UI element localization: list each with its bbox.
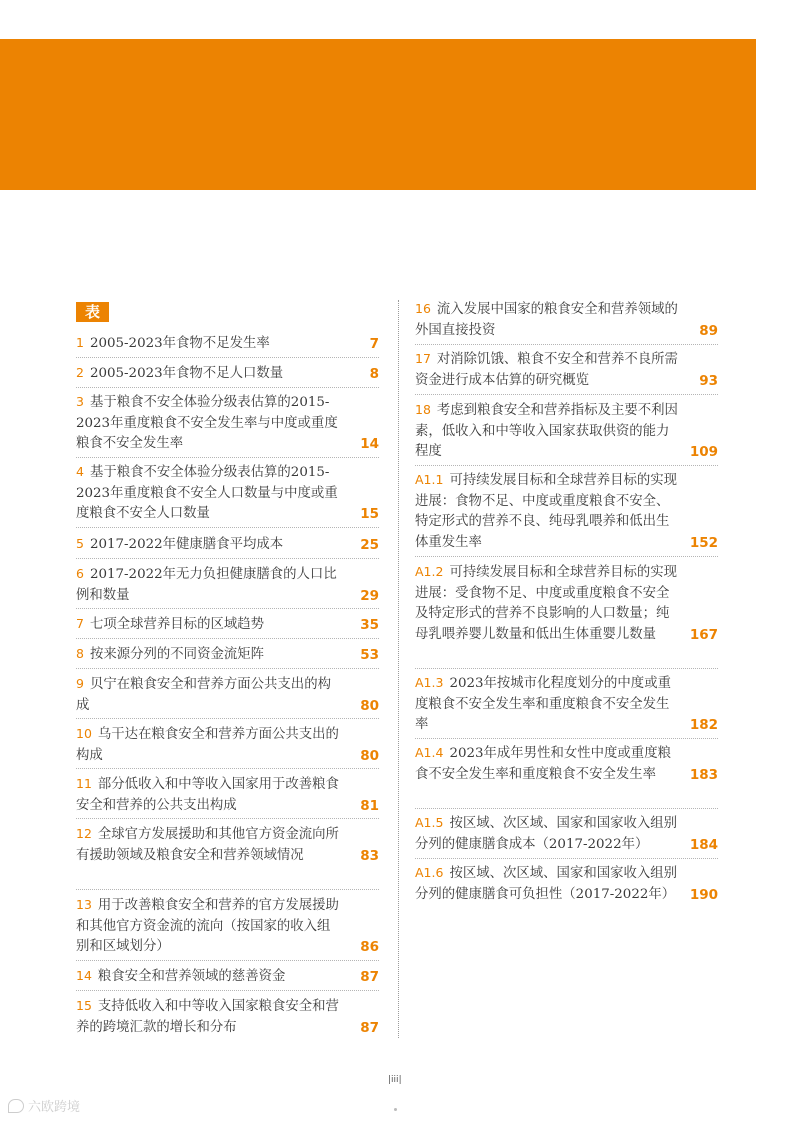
entry-page: 109 (689, 444, 718, 460)
separator (415, 858, 718, 859)
entry-title: 2005-2023年食物不足发生率 (89, 336, 270, 351)
entry-title: 2017-2022年健康膳食平均成本 (89, 537, 284, 552)
entry-number: 10 (76, 726, 92, 741)
separator (76, 990, 379, 991)
separator (415, 344, 718, 345)
entry-page: 8 (369, 366, 379, 382)
entry-title: 2023年成年男性和女性中度或重度粮食不安全发生率和重度粮食不安全发生率 (415, 746, 671, 782)
entry-number: 14 (76, 968, 92, 983)
entry-title: 粮食安全和营养领域的慈善资金 (97, 969, 286, 984)
entry-page: 183 (689, 766, 718, 783)
toc-entry-a1-6[interactable] (415, 863, 718, 905)
toc-entry-a1-3[interactable] (415, 673, 718, 736)
toc-entry-13[interactable] (76, 895, 379, 958)
entry-number: A1.4 (415, 745, 444, 760)
toc-entry-12[interactable] (76, 824, 379, 866)
separator (76, 608, 379, 609)
separator (76, 768, 379, 769)
page-number: |iii| (388, 1075, 402, 1085)
separator (76, 889, 379, 890)
watermark-text: 六欧跨境 (28, 1100, 81, 1115)
toc-entry-18[interactable] (415, 400, 718, 463)
toc-entry-16[interactable] (415, 299, 718, 341)
entry-title: 按区域、次区域、国家和国家收入组别分列的健康膳食可负担性（2017-2022年） (415, 866, 678, 902)
entry-number: 7 (76, 616, 84, 631)
entry-page: 87 (360, 969, 379, 985)
entry-page: 29 (360, 587, 379, 604)
toc-entry-a1-5[interactable] (415, 813, 718, 855)
section-label-tables: 表 (76, 302, 109, 322)
entry-page: 184 (689, 836, 718, 853)
separator (76, 558, 379, 559)
entry-number: A1.6 (415, 865, 444, 880)
entry-title: 七项全球营养目标的区域趋势 (89, 617, 265, 632)
toc-entry-7[interactable] (76, 614, 379, 636)
separator (76, 357, 379, 358)
entry-page: 14 (360, 436, 379, 452)
entry-page: 86 (360, 939, 379, 955)
entry-title: 可持续发展目标和全球营养目标的实现进展：食物不足、中度或重度粮食不安全、特定形式的营养不良、纯母乳喂养和低出生体重发生率 (415, 473, 678, 550)
entry-number: A1.2 (415, 564, 444, 579)
entry-number: 18 (415, 402, 431, 417)
entry-title: 基于粮食不安全体验分级表估算的2015-2023年重度粮食不安全人口数量与中度或重度粮食不安全人口数量 (76, 465, 338, 521)
entry-title: 2017-2022年无力负担健康膳食的人口比例和数量 (76, 567, 337, 603)
entry-number: A1.1 (415, 472, 444, 487)
separator (76, 387, 379, 388)
watermark (8, 1096, 80, 1115)
toc-entry-1[interactable] (76, 333, 379, 355)
separator (76, 527, 379, 528)
entry-title: 乌干达在粮食安全和营养方面公共支出的构成 (76, 727, 339, 763)
entry-title: 按来源分列的不同资金流矩阵 (89, 647, 265, 662)
entry-number: 2 (76, 365, 84, 380)
entry-page: 53 (360, 647, 379, 663)
toc-entry-4[interactable] (76, 462, 379, 525)
header-banner (0, 39, 756, 190)
entry-number: 6 (76, 566, 84, 581)
entry-page: 89 (699, 322, 718, 339)
entry-page: 190 (689, 886, 718, 903)
separator (415, 465, 718, 466)
entry-number: 8 (76, 646, 84, 661)
entry-number: 9 (76, 676, 84, 691)
entry-page: 83 (360, 847, 379, 864)
entry-title: 部分低收入和中等收入国家用于改善粮食安全和营养的公共支出构成 (76, 777, 339, 813)
entry-page: 35 (360, 617, 379, 633)
separator (76, 638, 379, 639)
toc-entry-9[interactable] (76, 674, 379, 716)
entry-number: 15 (76, 998, 92, 1013)
page-number-text: iii (391, 1075, 399, 1085)
entry-title: 2023年按城市化程度划分的中度或重度粮食不安全发生率和重度粮食不安全发生率 (415, 676, 671, 732)
entry-page: 182 (689, 717, 718, 733)
entry-title: 2005-2023年食物不足人口数量 (89, 366, 284, 381)
entry-title: 流入发展中国家的粮食安全和营养领域的外国直接投资 (415, 302, 678, 338)
entry-number: A1.5 (415, 815, 444, 830)
entry-number: 12 (76, 826, 92, 841)
toc-entry-11[interactable] (76, 774, 379, 816)
entry-title: 支持低收入和中等收入国家粮食安全和营养的跨境汇款的增长和分布 (76, 999, 339, 1035)
entry-number: 13 (76, 897, 92, 912)
entry-title: 对消除饥饿、粮食不安全和营养不良所需资金进行成本估算的研究概览 (415, 352, 678, 388)
footer-dot (394, 1108, 397, 1111)
separator (415, 808, 718, 809)
entry-number: 5 (76, 536, 84, 551)
toc-entry-8[interactable] (76, 644, 379, 666)
entry-title: 考虑到粮食安全和营养指标及主要不利因素，低收入和中等收入国家获取供资的能力程度 (415, 403, 678, 459)
entry-title: 按区域、次区域、国家和国家收入组别分列的健康膳食成本（2017-2022年） (415, 816, 678, 852)
entry-page: 7 (369, 336, 379, 352)
entry-page: 167 (689, 626, 718, 643)
entry-title: 基于粮食不安全体验分级表估算的2015-2023年重度粮食不安全发生率与中度或重度粮食不安全发生率 (76, 395, 338, 451)
entry-number: 16 (415, 301, 431, 316)
toc-entry-a1-2[interactable] (415, 562, 718, 645)
entry-number: A1.3 (415, 675, 444, 690)
separator (76, 960, 379, 961)
toc-entry-6[interactable] (76, 564, 379, 606)
separator (76, 718, 379, 719)
entry-page: 80 (360, 697, 379, 714)
toc-entry-3[interactable] (76, 392, 379, 455)
entry-page: 87 (360, 1019, 379, 1036)
entry-number: 1 (76, 335, 84, 350)
entry-number: 17 (415, 351, 431, 366)
toc-entry-2[interactable] (76, 363, 379, 385)
separator (415, 668, 718, 669)
separator (76, 668, 379, 669)
entry-page: 80 (360, 747, 379, 764)
entry-number: 4 (76, 464, 84, 479)
entry-title: 用于改善粮食安全和营养的官方发展援助和其他官方资金流的流向（按国家的收入组别和区域划分） (76, 898, 339, 954)
column-divider (398, 300, 399, 1038)
entry-page: 25 (360, 537, 379, 553)
toc-entry-15[interactable] (76, 996, 379, 1038)
toc-entry-17[interactable] (415, 349, 718, 391)
entry-page: 93 (699, 372, 718, 389)
separator (76, 818, 379, 819)
separator (415, 556, 718, 557)
entry-number: 3 (76, 394, 84, 409)
toc-entry-a1-4[interactable] (415, 743, 718, 785)
toc-entry-a1-1[interactable] (415, 470, 718, 553)
toc-entry-5[interactable] (76, 534, 379, 556)
separator (76, 457, 379, 458)
entry-number: 11 (76, 776, 92, 791)
separator (415, 738, 718, 739)
entry-page: 152 (689, 534, 718, 551)
entry-title: 可持续发展目标和全球营养目标的实现进展：受食物不足、中度或重度粮食不安全及特定形式的营养不良影响的人口数量；纯母乳喂养婴儿数量和低出生体重婴儿数量 (415, 565, 678, 642)
toc-entry-14[interactable] (76, 966, 379, 988)
separator (415, 394, 718, 395)
toc-entry-10[interactable] (76, 724, 379, 766)
entry-page: 81 (360, 797, 379, 814)
entry-title: 全球官方发展援助和其他官方资金流向所有援助领域及粮食安全和营养领域情况 (76, 827, 339, 863)
entry-page: 15 (360, 506, 379, 522)
watermark-logo-icon (8, 1099, 24, 1113)
entry-title: 贝宁在粮食安全和营养方面公共支出的构成 (76, 677, 331, 713)
